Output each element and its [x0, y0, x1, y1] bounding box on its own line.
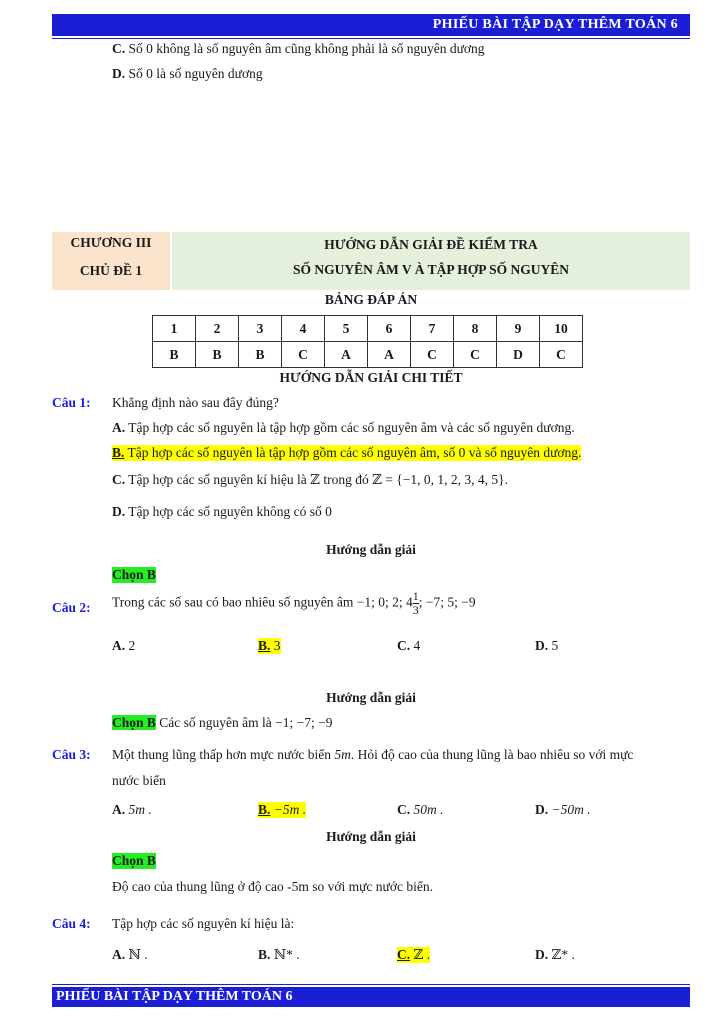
q2-option-c: C. 4 — [397, 638, 421, 653]
q1-option-a: A. Tập hợp các số nguyên là tập hợp gồm các số nguyên âm và các số nguyên dương. — [112, 420, 575, 435]
table-cell: A — [368, 342, 411, 368]
q1-label: Câu 1: — [52, 395, 91, 410]
header-title: PHIẾU BÀI TẬP DẠY THÊM TOÁN 6 — [432, 17, 678, 32]
q3-option-b: B. −5m . — [258, 802, 307, 817]
q2-option-a: A. 2 — [112, 638, 136, 653]
table-cell: 8 — [454, 316, 497, 342]
q3-text-cont: nước biển — [112, 773, 166, 788]
q3-choose: Chọn B — [112, 853, 156, 868]
q4-text: Tập hợp các số nguyên kí hiệu là: — [112, 916, 295, 931]
q3-guide-heading: Hướng dẫn giải — [326, 829, 416, 844]
q3-option-d: D. −50m . — [535, 802, 591, 817]
table-cell: A — [325, 342, 368, 368]
answer-table-answers-row — [153, 342, 583, 368]
table-cell: C — [454, 342, 497, 368]
answer-table-numbers-row — [153, 316, 583, 342]
q1-option-d: D. Tập hợp các số nguyên không có số 0 — [112, 504, 332, 519]
table-cell: B — [196, 342, 239, 368]
q1-text: Khẳng định nào sau đây đúng? — [112, 395, 279, 410]
footer-title: PHIẾU BÀI TẬP DẠY THÊM TOÁN 6 — [56, 989, 293, 1004]
q2-text: Trong các số sau có bao nhiêu số nguyên âm −1; 0; 2; 4 $\frac{1}{3}$ ; −7; 5; −9 — [112, 589, 476, 617]
table-cell: B — [153, 342, 196, 368]
footer-bar — [52, 987, 690, 1007]
q3-label: Câu 3: — [52, 747, 91, 762]
q1-option-c: C. Tập hợp các số nguyên kí hiệu là ℤ trong đó ℤ = {−1, 0, 1, 2, 3, 4, 5}. — [112, 472, 509, 487]
q3-explanation: Độ cao của thung lũng ở độ cao -5m so với mực nước biển. — [112, 879, 433, 894]
q3-text: Một thung lũng thấp hơn mực nước biển 5m. Hỏi độ cao của thung lũng là bao nhiêu so với mực — [112, 747, 634, 762]
table-cell: 7 — [411, 316, 454, 342]
q1-choose: Chọn B — [112, 567, 156, 582]
q4-option-d: D. ℤ* . — [535, 947, 575, 962]
prev-option-d: D. Số 0 là số nguyên dương — [112, 66, 263, 81]
chapter-title-1: HƯỚNG DẪN GIẢI ĐỀ KIỂM TRA — [324, 237, 538, 252]
fraction: $\frac{1}{3}$ — [412, 589, 419, 617]
chapter-title-2: SỐ NGUYÊN ÂM V À TẬP HỢP SỐ NGUYÊN — [292, 262, 570, 277]
q1-option-b: B. Tập hợp các số nguyên là tập hợp gồm các số nguyên âm, số 0 và số nguyên dương. — [112, 445, 582, 460]
table-cell: D — [497, 342, 540, 368]
q3-option-a: A. 5m . — [112, 802, 152, 817]
header-bar — [52, 14, 690, 36]
q4-option-a: A. ℕ . — [112, 947, 148, 962]
table-cell: 3 — [239, 316, 282, 342]
q2-option-d: D. 5 — [535, 638, 559, 653]
q3-option-c: C. 50m . — [397, 802, 444, 817]
table-cell: 9 — [497, 316, 540, 342]
q2-option-b: B. 3 — [258, 638, 281, 653]
prev-option-c: C. Số 0 không là số nguyên âm cũng không phải là số nguyên dương — [112, 41, 485, 56]
table-cell: 2 — [196, 316, 239, 342]
table-cell: 6 — [368, 316, 411, 342]
q2-label: Câu 2: — [52, 600, 91, 615]
table-cell: 5 — [325, 316, 368, 342]
topic-number: CHỦ ĐỀ 1 — [79, 263, 143, 278]
chapter-label-box — [52, 232, 170, 290]
q4-option-b: B. ℕ* . — [258, 947, 300, 962]
table-cell: 4 — [282, 316, 325, 342]
chapter-title-box — [172, 232, 690, 290]
answer-table-title: BẢNG ĐÁP ÁN — [324, 292, 418, 307]
table-cell: C — [282, 342, 325, 368]
chapter-number: CHƯƠNG III — [70, 235, 152, 250]
table-cell: C — [411, 342, 454, 368]
q4-option-c: C. ℤ . — [397, 947, 431, 962]
table-cell: B — [239, 342, 282, 368]
q4-label: Câu 4: — [52, 916, 91, 931]
header-divider — [52, 38, 690, 39]
table-cell: 10 — [540, 316, 583, 342]
q2-explanation: Chọn B Các số nguyên âm là −1; −7; −9 — [112, 715, 333, 730]
q1-guide-heading: Hướng dẫn giải — [326, 542, 416, 557]
answer-table — [152, 315, 583, 368]
footer-divider — [52, 984, 690, 985]
table-cell: 1 — [153, 316, 196, 342]
detail-title: HƯỚNG DẪN GIẢI CHI TIẾT — [52, 370, 690, 386]
table-cell: C — [540, 342, 583, 368]
q2-guide-heading: Hướng dẫn giải — [326, 690, 416, 705]
